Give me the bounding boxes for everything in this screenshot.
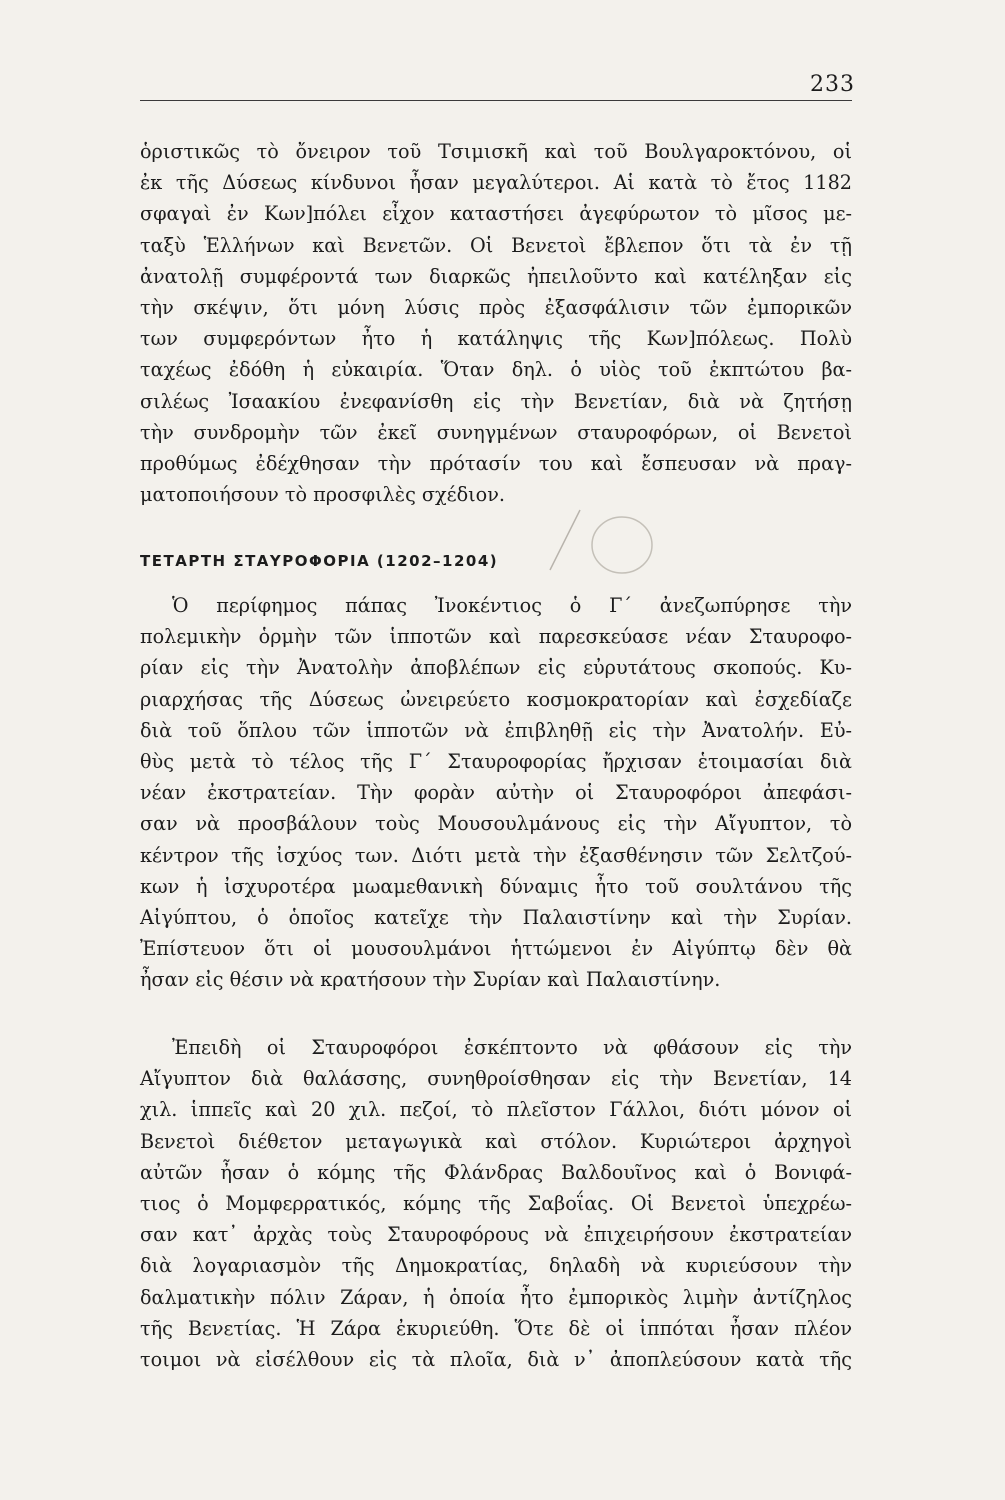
text-line: Ὁ περίφημος πάπας Ἰνοκέντιος ὁ Γ΄ ἀνεζωπύρησε τὴν (172, 594, 852, 617)
text-line: νέαν ἐκστρατείαν. Τὴν φορὰν αὐτὴν οἱ Σταυροφόροι ἀπεφάσι- (140, 781, 852, 805)
text-line: τῆς Βενετίας. Ἡ Ζάρα ἐκυριεύθη. Ὅτε δὲ οἱ ἱππόται ἦσαν πλέον (140, 1316, 852, 1340)
text-line: Αἴγυπτον διὰ θαλάσσης, συνηθροίσθησαν εἰς τὴν Βενετίαν, 14 (140, 1067, 852, 1091)
text-line: ματοποιήσουν τὸ προσφιλὲς σχέδιον. (140, 483, 505, 507)
text-line: χιλ. ἱππεῖς καὶ 20 χιλ. πεζοί, τὸ πλεῖστον Γάλλοι, διότι μόνον οἱ (140, 1098, 852, 1122)
text-line: τιος ὁ Μομφερρατικός, κόμης τῆς Σαβοΐας. Οἱ Βενετοὶ ὑπεχρέω- (140, 1192, 852, 1216)
text-line: σαν νὰ προσβάλουν τοὺς Μουσουλμάνους εἰς τὴν Αἴγυπτον, τὸ (140, 812, 852, 836)
pencil-annotation-mark (540, 500, 660, 580)
header-rule (140, 100, 852, 101)
text-line: ριαρχήσας τῆς Δύσεως ὠνειρεύετο κοσμοκρατορίαν καὶ ἐσχεδίαζε (140, 687, 852, 711)
text-line: σαν κατ᾽ ἀρχὰς τοὺς Σταυροφόρους νὰ ἐπιχειρήσουν ἐκστρατείαν (140, 1223, 852, 1247)
text-line: αὐτῶν ἦσαν ὁ κόμης τῆς Φλάνδρας Βαλδουῖνος καὶ ὁ Βονιφά- (140, 1160, 852, 1184)
text-line: Ἐπίστευον ὅτι οἱ μουσουλμάνοι ἡττώμενοι ἐν Αἰγύπτῳ δὲν θὰ (140, 937, 852, 961)
paragraph-1 (140, 136, 852, 510)
text-line: Βενετοὶ διέθετον μεταγωγικὰ καὶ στόλον. Κυριώτεροι ἀρχηγοὶ (140, 1129, 852, 1153)
text-line: τὴν συνδρομὴν τῶν ἐκεῖ συνηγμένων σταυροφόρων, οἱ Βενετοὶ (140, 420, 852, 444)
text-line: θὺς μετὰ τὸ τέλος τῆς Γ΄ Σταυροφορίας ἤρχισαν ἑτοιμασίαι διὰ (140, 750, 852, 774)
text-line: κέντρον τῆς ἰσχύος των. Διότι μετὰ τὴν ἐξασθένησιν τῶν Σελτζού- (140, 843, 852, 867)
text-line: σφαγαὶ ἐν Κων]πόλει εἶχον καταστήσει ἀγεφύρωτον τὸ μῖσος με- (140, 202, 852, 226)
text-line: Ἐπειδὴ οἱ Σταυροφόροι ἐσκέπτοντο νὰ φθάσουν εἰς τὴν (172, 1036, 852, 1059)
text-line: ἀνατολῇ συμφέροντά των διαρκῶς ἠπειλοῦντο καὶ κατέληξαν εἰς (140, 264, 852, 288)
text-line: ὁριστικῶς τὸ ὄνειρον τοῦ Τσιμισκῆ καὶ τοῦ Βουλγαροκτόνου, οἱ (140, 140, 852, 163)
section-heading: ΤΕΤΑΡΤΗ ΣΤΑΥΡΟΦΟΡΙΑ (1202–1204) (140, 552, 499, 570)
text-line: ταχέως ἐδόθη ἡ εὐκαιρία. Ὅταν δηλ. ὁ υἱὸς τοῦ ἐκπτώτου βα- (140, 358, 852, 382)
text-line: κων ἡ ἰσχυροτέρα μωαμεθανικὴ δύναμις ἦτο τοῦ σουλτάνου τῆς (140, 874, 852, 898)
page-number: 233 (810, 72, 855, 97)
text-line: διὰ τοῦ ὅπλου τῶν ἱπποτῶν νὰ ἐπιβληθῇ εἰς τὴν Ἀνατολήν. Εὐ- (140, 718, 852, 742)
text-line: τοιμοι νὰ εἰσέλθουν εἰς τὰ πλοῖα, διὰ ν᾽ ἀποπλεύσουν κατὰ τῆς (140, 1348, 852, 1372)
text-line: πολεμικὴν ὁρμὴν τῶν ἱπποτῶν καὶ παρεσκεύασε νέαν Σταυροφο- (140, 625, 852, 649)
text-line: Αἰγύπτου, ὁ ὁποῖος κατεῖχε τὴν Παλαιστίνην καὶ τὴν Συρίαν. (140, 906, 852, 930)
text-line: των συμφερόντων ἦτο ἡ κατάληψις τῆς Κων]πόλεως. Πολὺ (140, 327, 852, 351)
text-line: προθύμως ἐδέχθησαν τὴν πρότασίν του καὶ ἔσπευσαν νὰ πραγ- (140, 452, 852, 476)
text-line: σιλέως Ἰσαακίου ἐνεφανίσθη εἰς τὴν Βενετίαν, διὰ νὰ ζητήσῃ (140, 389, 852, 413)
paragraph-3 (140, 1032, 852, 1375)
text-line: τὴν σκέψιν, ὅτι μόνη λύσις πρὸς ἐξασφάλισιν τῶν ἐμπορικῶν (140, 296, 852, 320)
text-line: ταξὺ Ἑλλήνων καὶ Βενετῶν. Οἱ Βενετοὶ ἔβλεπον ὅτι τὰ ἐν τῇ (140, 233, 852, 257)
text-line: ἦσαν εἰς θέσιν νὰ κρατήσουν τὴν Συρίαν καὶ Παλαιστίνην. (140, 968, 721, 992)
text-line: δαλματικὴν πόλιν Ζάραν, ἡ ὁποία ἦτο ἐμπορικὸς λιμὴν ἀντίζηλος (140, 1285, 852, 1309)
text-line: διὰ λογαριασμὸν τῆς Δημοκρατίας, δηλαδὴ νὰ κυριεύσουν τὴν (140, 1254, 852, 1278)
paragraph-2 (140, 590, 852, 996)
text-line: ρίαν εἰς τὴν Ἀνατολὴν ἀποβλέπων εἰς εὐρυτάτους σκοπούς. Κυ- (140, 656, 852, 680)
text-line: ἐκ τῆς Δύσεως κίνδυνοι ἦσαν μεγαλύτεροι. Αἱ κατὰ τὸ ἔτος 1182 (140, 171, 852, 195)
